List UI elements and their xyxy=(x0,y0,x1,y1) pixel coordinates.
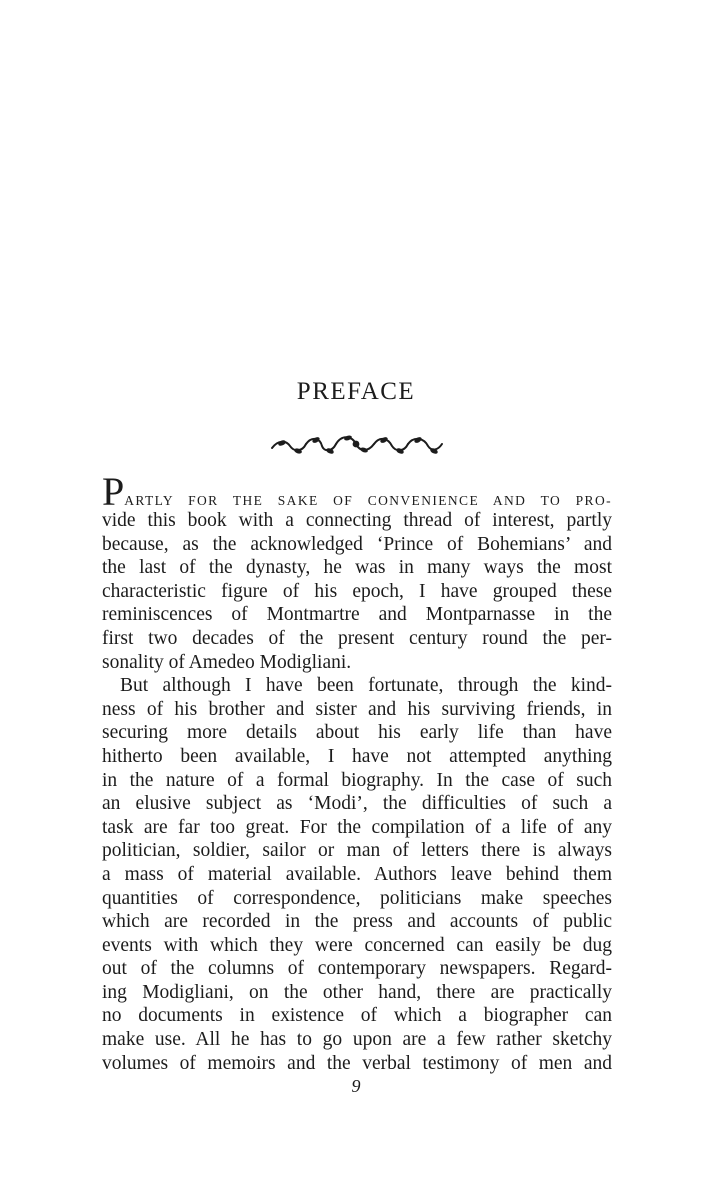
text-line: characteristic figure of his epoch, I have grouped these xyxy=(102,580,612,602)
text-line: out of the columns of contemporary newspapers. Regard- xyxy=(102,958,612,980)
preface-body xyxy=(102,469,612,1075)
text-line: reminiscences of Montmartre and Montparnasse in the xyxy=(102,604,612,626)
text-line: ing Modigliani, on the other hand, there are practically xyxy=(102,981,612,1003)
drop-cap: P xyxy=(102,469,125,514)
text-line: sonality of Amedeo Modigliani. xyxy=(102,651,352,673)
text-line: in the nature of a formal biography. In the case of such xyxy=(102,769,612,791)
text-line: make use. All he has to go upon are a few rather sketchy xyxy=(102,1029,612,1051)
text-line: no documents in existence of which a biographer can xyxy=(102,1005,612,1027)
text-line: quantities of correspondence, politicians make speeches xyxy=(102,887,612,909)
first-line xyxy=(102,469,612,514)
page-number: 9 xyxy=(351,1076,361,1096)
text-line: task are far too great. For the compilation of a life of any xyxy=(102,816,612,838)
page-title: PREFACE xyxy=(296,378,416,405)
text-line: because, as the acknowledged ‘Prince of Bohemians’ and xyxy=(102,533,612,555)
text-line: securing more details about his early life than have xyxy=(102,722,612,744)
text-line: an elusive subject as ‘Modi’, the difficulties of such a xyxy=(102,793,612,815)
text-line: events with which they were concerned can easily be dug xyxy=(102,934,612,956)
text-line: hitherto been available, I have not attempted anything xyxy=(102,745,612,767)
text-line: volumes of memoirs and the verbal testimony of men and xyxy=(102,1052,612,1074)
floral-ornament-icon xyxy=(268,432,446,458)
text-line: which are recorded in the press and accounts of public xyxy=(102,911,612,933)
opening-small-caps: ARTLY FOR THE SAKE OF CONVENIENCE AND TO PRO- xyxy=(124,493,612,508)
text-line: first two decades of the present century round the per- xyxy=(102,627,612,649)
text-line: ness of his brother and sister and his surviving friends, in xyxy=(102,698,612,720)
text-line: But although I have been fortunate, through the kind- xyxy=(120,675,612,697)
text-line: the last of the dynasty, he was in many ways the most xyxy=(102,557,612,579)
text-line: politician, soldier, sailor or man of letters there is always xyxy=(102,840,612,862)
text-line: a mass of material available. Authors leave behind them xyxy=(102,863,612,885)
text-line: vide this book with a connecting thread of interest, partly xyxy=(102,510,612,531)
